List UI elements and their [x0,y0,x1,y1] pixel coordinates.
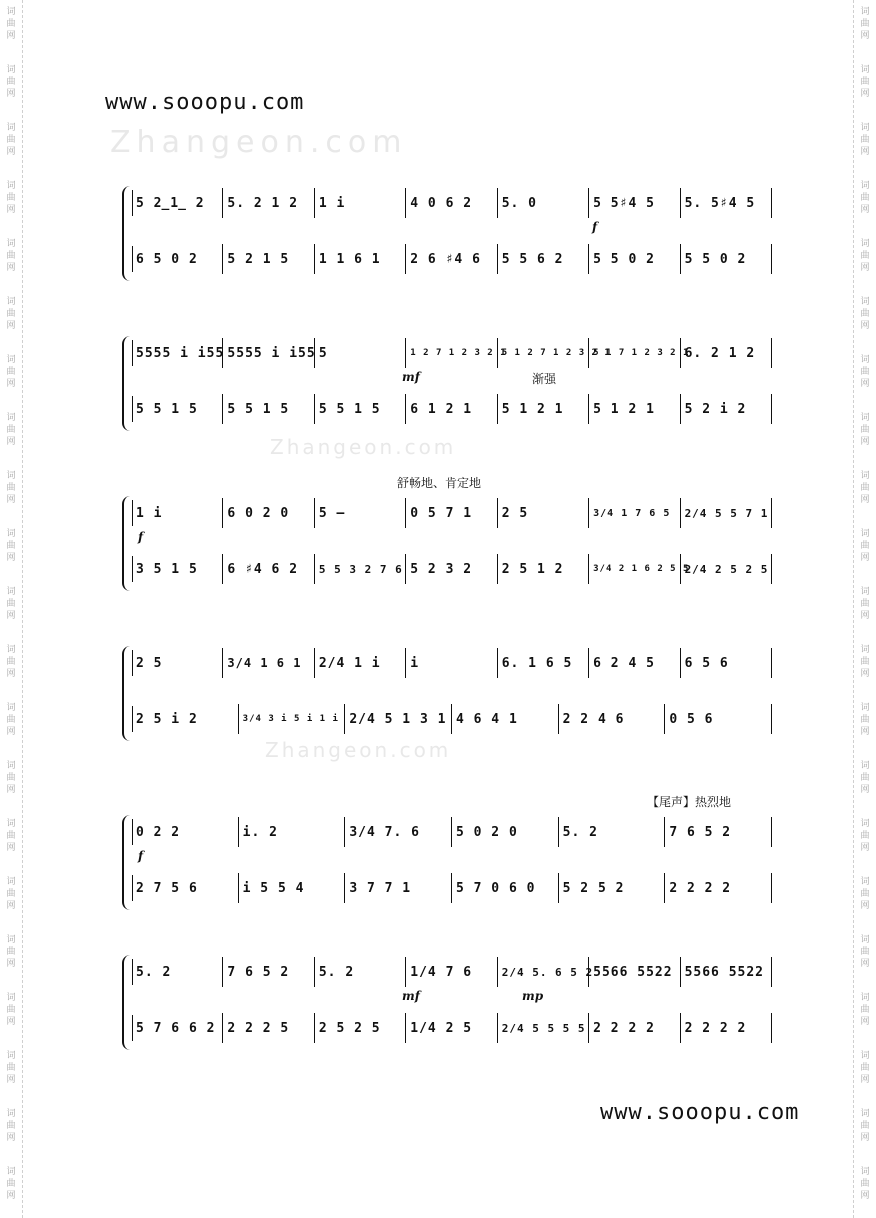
measure: 5 2 1 5 [223,244,314,274]
measure: 1/4 2 5 [406,1013,497,1043]
watermark-stamp: 词 曲 网 [860,645,870,679]
watermark-stamp: 词 曲 网 [6,761,16,795]
watermark-stamp: 词 曲 网 [860,1167,870,1201]
watermark-stamp: 词 曲 网 [860,877,870,911]
watermark-stamp: 词 曲 网 [860,935,870,969]
watermark-stamp: 词 曲 网 [6,471,16,505]
measure: 5 5 6 2 [498,244,589,274]
watermark-stamp: 词 曲 网 [860,819,870,853]
dynamic-mark: mf [402,989,420,1003]
expression-text: 舒畅地、肯定地 [397,476,482,490]
measure: 2/4 5 5 5 5 [498,1013,589,1043]
measure: 6 5 6 [681,648,772,678]
measure: 2/4 5. 6 5 2 [498,957,589,987]
measure: 2 5 2 5 [315,1013,406,1043]
watermark-stamp: 词 曲 网 [860,529,870,563]
dynamic-mark: f [592,220,598,234]
watermark-stamp: 词 曲 网 [6,935,16,969]
ghost-watermark: Zhangeon.com [270,435,457,459]
measure: 3/4 7. 6 [345,817,452,847]
watermark-stamp: 词 曲 网 [6,65,16,99]
watermark-stamp: 词 曲 网 [6,355,16,389]
measure: 0 5 6 [665,704,772,734]
measure: 0 5 7 1 [406,498,497,528]
measure: 1 2 7 1 2 3 2 1 [406,338,497,368]
watermark-stamp: 词 曲 网 [6,1051,16,1085]
measure: 2 5 [132,648,223,678]
measure: 5566 5522 [589,957,680,987]
watermark-stamp: 词 曲 网 [6,1109,16,1143]
melody-staff [132,188,772,218]
measure: 2 6 ♯4 6 [406,244,497,274]
measure: 2/4 1 i [315,648,406,678]
measure: 1 i [132,498,223,528]
watermark-stamp: 词 曲 网 [860,1109,870,1143]
watermark-stamp: 词 曲 网 [860,123,870,157]
measure: 2/4 5 1 3 1 [345,704,452,734]
melody-staff [132,817,772,847]
watermark-stamp: 词 曲 网 [6,645,16,679]
watermark-stamp: 词 曲 网 [860,471,870,505]
measure: 3/4 1 6 1 [223,648,314,678]
watermark-stamp: 词 曲 网 [860,181,870,215]
measure: 3/4 2 1 6 2 5 5 [589,554,680,584]
measure: 2 2 4 6 [559,704,666,734]
watermark-stamp: 词 曲 网 [6,587,16,621]
accompaniment-staff [132,394,772,424]
dynamic-mark: mp [522,989,544,1003]
measure: 1/4 7 6 [406,957,497,987]
watermark-stamp: 词 曲 网 [6,877,16,911]
measure: 7 6 5 2 [665,817,772,847]
measure: 3/4 1 7 6 5 [589,498,680,528]
measure: 5 1 2 7 1 2 3 2 1 [498,338,589,368]
measure: 5 5 0 2 [681,244,772,274]
measure: 4 0 6 2 [406,188,497,218]
measure: 6. 1 6 5 [498,648,589,678]
measure: 2/4 5 5 7 1 [681,498,772,528]
accompaniment-staff [132,873,772,903]
measure: 7 6 5 2 [223,957,314,987]
measure: 1 i [315,188,406,218]
measure: 5 7 0 6 0 [452,873,559,903]
measure: 5 5 1 5 [132,394,223,424]
measure: 2/4 2 5 2 5 [681,554,772,584]
dynamic-mark: f [138,530,144,544]
measure: 5. 2 [315,957,406,987]
measure: 4 6 4 1 [452,704,559,734]
measure: 2 2 2 2 [681,1013,772,1043]
score-system [122,646,772,741]
dynamic-mark: mf [402,370,420,384]
score-system [122,186,772,281]
measure: 5 2 5 2 [559,873,666,903]
ghost-watermark: Zhangeon.com [265,738,452,762]
measure: 2 2 2 2 [589,1013,680,1043]
melody-staff [132,648,772,678]
watermark-stamp: 词 曲 网 [860,703,870,737]
measure: 1 1 6 1 [315,244,406,274]
watermark-stamp: 词 曲 网 [6,413,16,447]
watermark-stamp: 词 曲 网 [860,587,870,621]
site-url-bottom: www.sooopu.com [600,1100,800,1125]
measure: 5. 0 [498,188,589,218]
watermark-stamp: 词 曲 网 [6,7,16,41]
watermark-stamp: 词 曲 网 [860,297,870,331]
measure: 5. 2 [132,957,223,987]
measure: i [406,648,497,678]
watermark-stamp: 词 曲 网 [860,355,870,389]
measure: 6 5 0 2 [132,244,223,274]
watermark-stamp: 词 曲 网 [860,65,870,99]
expression-text: 【尾声】热烈地 [647,795,732,809]
measure: 2 2 2 2 [665,873,772,903]
watermark-stamp: 词 曲 网 [860,413,870,447]
watermark-stamp: 词 曲 网 [6,1167,16,1201]
measure: 5. 5♯4 5 [681,188,772,218]
measure: 5 5 1 5 [315,394,406,424]
measure: 5 5 0 2 [589,244,680,274]
watermark-stamp: 词 曲 网 [6,529,16,563]
measure: 3/4 3 i 5 i 1 i [239,704,346,734]
watermark-stamp: 词 曲 网 [6,703,16,737]
melody-staff [132,957,772,987]
measure: 5 2 3 2 [406,554,497,584]
ghost-watermark: Zhangeon.com [110,125,408,160]
measure: 5555 i i55 [223,338,314,368]
measure: 6 0 2 0 [223,498,314,528]
score-system [122,795,772,910]
watermark-stamp: 词 曲 网 [860,761,870,795]
watermark-stamp: 词 曲 网 [6,297,16,331]
accompaniment-staff [132,704,772,734]
measure: 5 1 2 1 [589,394,680,424]
dynamic-mark: f [138,849,144,863]
measure: 5 1 7 1 2 3 2 1 [589,338,680,368]
watermark-stamp: 词 曲 网 [6,819,16,853]
measure: 3 7 7 1 [345,873,452,903]
expression-text: 渐强 [532,372,557,386]
measure: 5 7 6 6 2 [132,1013,223,1043]
watermark-stamp: 词 曲 网 [860,993,870,1027]
accompaniment-staff [132,1013,772,1043]
melody-staff [132,498,772,528]
measure: 5 – [315,498,406,528]
score-system [122,476,772,591]
measure: 5555 i i55 [132,338,223,368]
watermark-stamp: 词 曲 网 [860,7,870,41]
measure: 5 5 1 5 [223,394,314,424]
measure: 5 [315,338,406,368]
measure: 6 ♯4 6 2 [223,554,314,584]
measure: 5 5 3 2 7 6 [315,554,406,584]
measure: 6. 2 1 2 [681,338,772,368]
measure: 5 5♯4 5 [589,188,680,218]
measure: 2 7 5 6 [132,873,239,903]
watermark-stamp: 词 曲 网 [6,239,16,273]
score-system [122,955,772,1050]
melody-staff [132,338,772,368]
measure: 5 2 i 2 [681,394,772,424]
measure: i. 2 [239,817,346,847]
measure: 0 2 2 [132,817,239,847]
measure: 2 5 1 2 [498,554,589,584]
measure: 2 5 [498,498,589,528]
watermark-stamp: 词 曲 网 [6,123,16,157]
measure: 2 2 2 5 [223,1013,314,1043]
left-watermark-strip [0,0,23,1218]
watermark-stamp: 词 曲 网 [860,1051,870,1085]
measure: 5. 2 [559,817,666,847]
measure: i 5 5 4 [239,873,346,903]
score-system [122,336,772,431]
measure: 6 2 4 5 [589,648,680,678]
measure: 5 1 2 1 [498,394,589,424]
measure: 5 0 2 0 [452,817,559,847]
watermark-stamp: 词 曲 网 [860,239,870,273]
measure: 3 5 1 5 [132,554,223,584]
right-watermark-strip [853,0,876,1218]
watermark-stamp: 词 曲 网 [6,181,16,215]
measure: 6 1 2 1 [406,394,497,424]
measure: 5566 5522 [681,957,772,987]
accompaniment-staff [132,244,772,274]
measure: 2 5 i 2 [132,704,239,734]
accompaniment-staff [132,554,772,584]
watermark-stamp: 词 曲 网 [6,993,16,1027]
measure: 5. 2 1 2 [223,188,314,218]
site-url-top: www.sooopu.com [105,90,305,115]
measure: 5 2̲1̲ 2 [132,188,223,218]
